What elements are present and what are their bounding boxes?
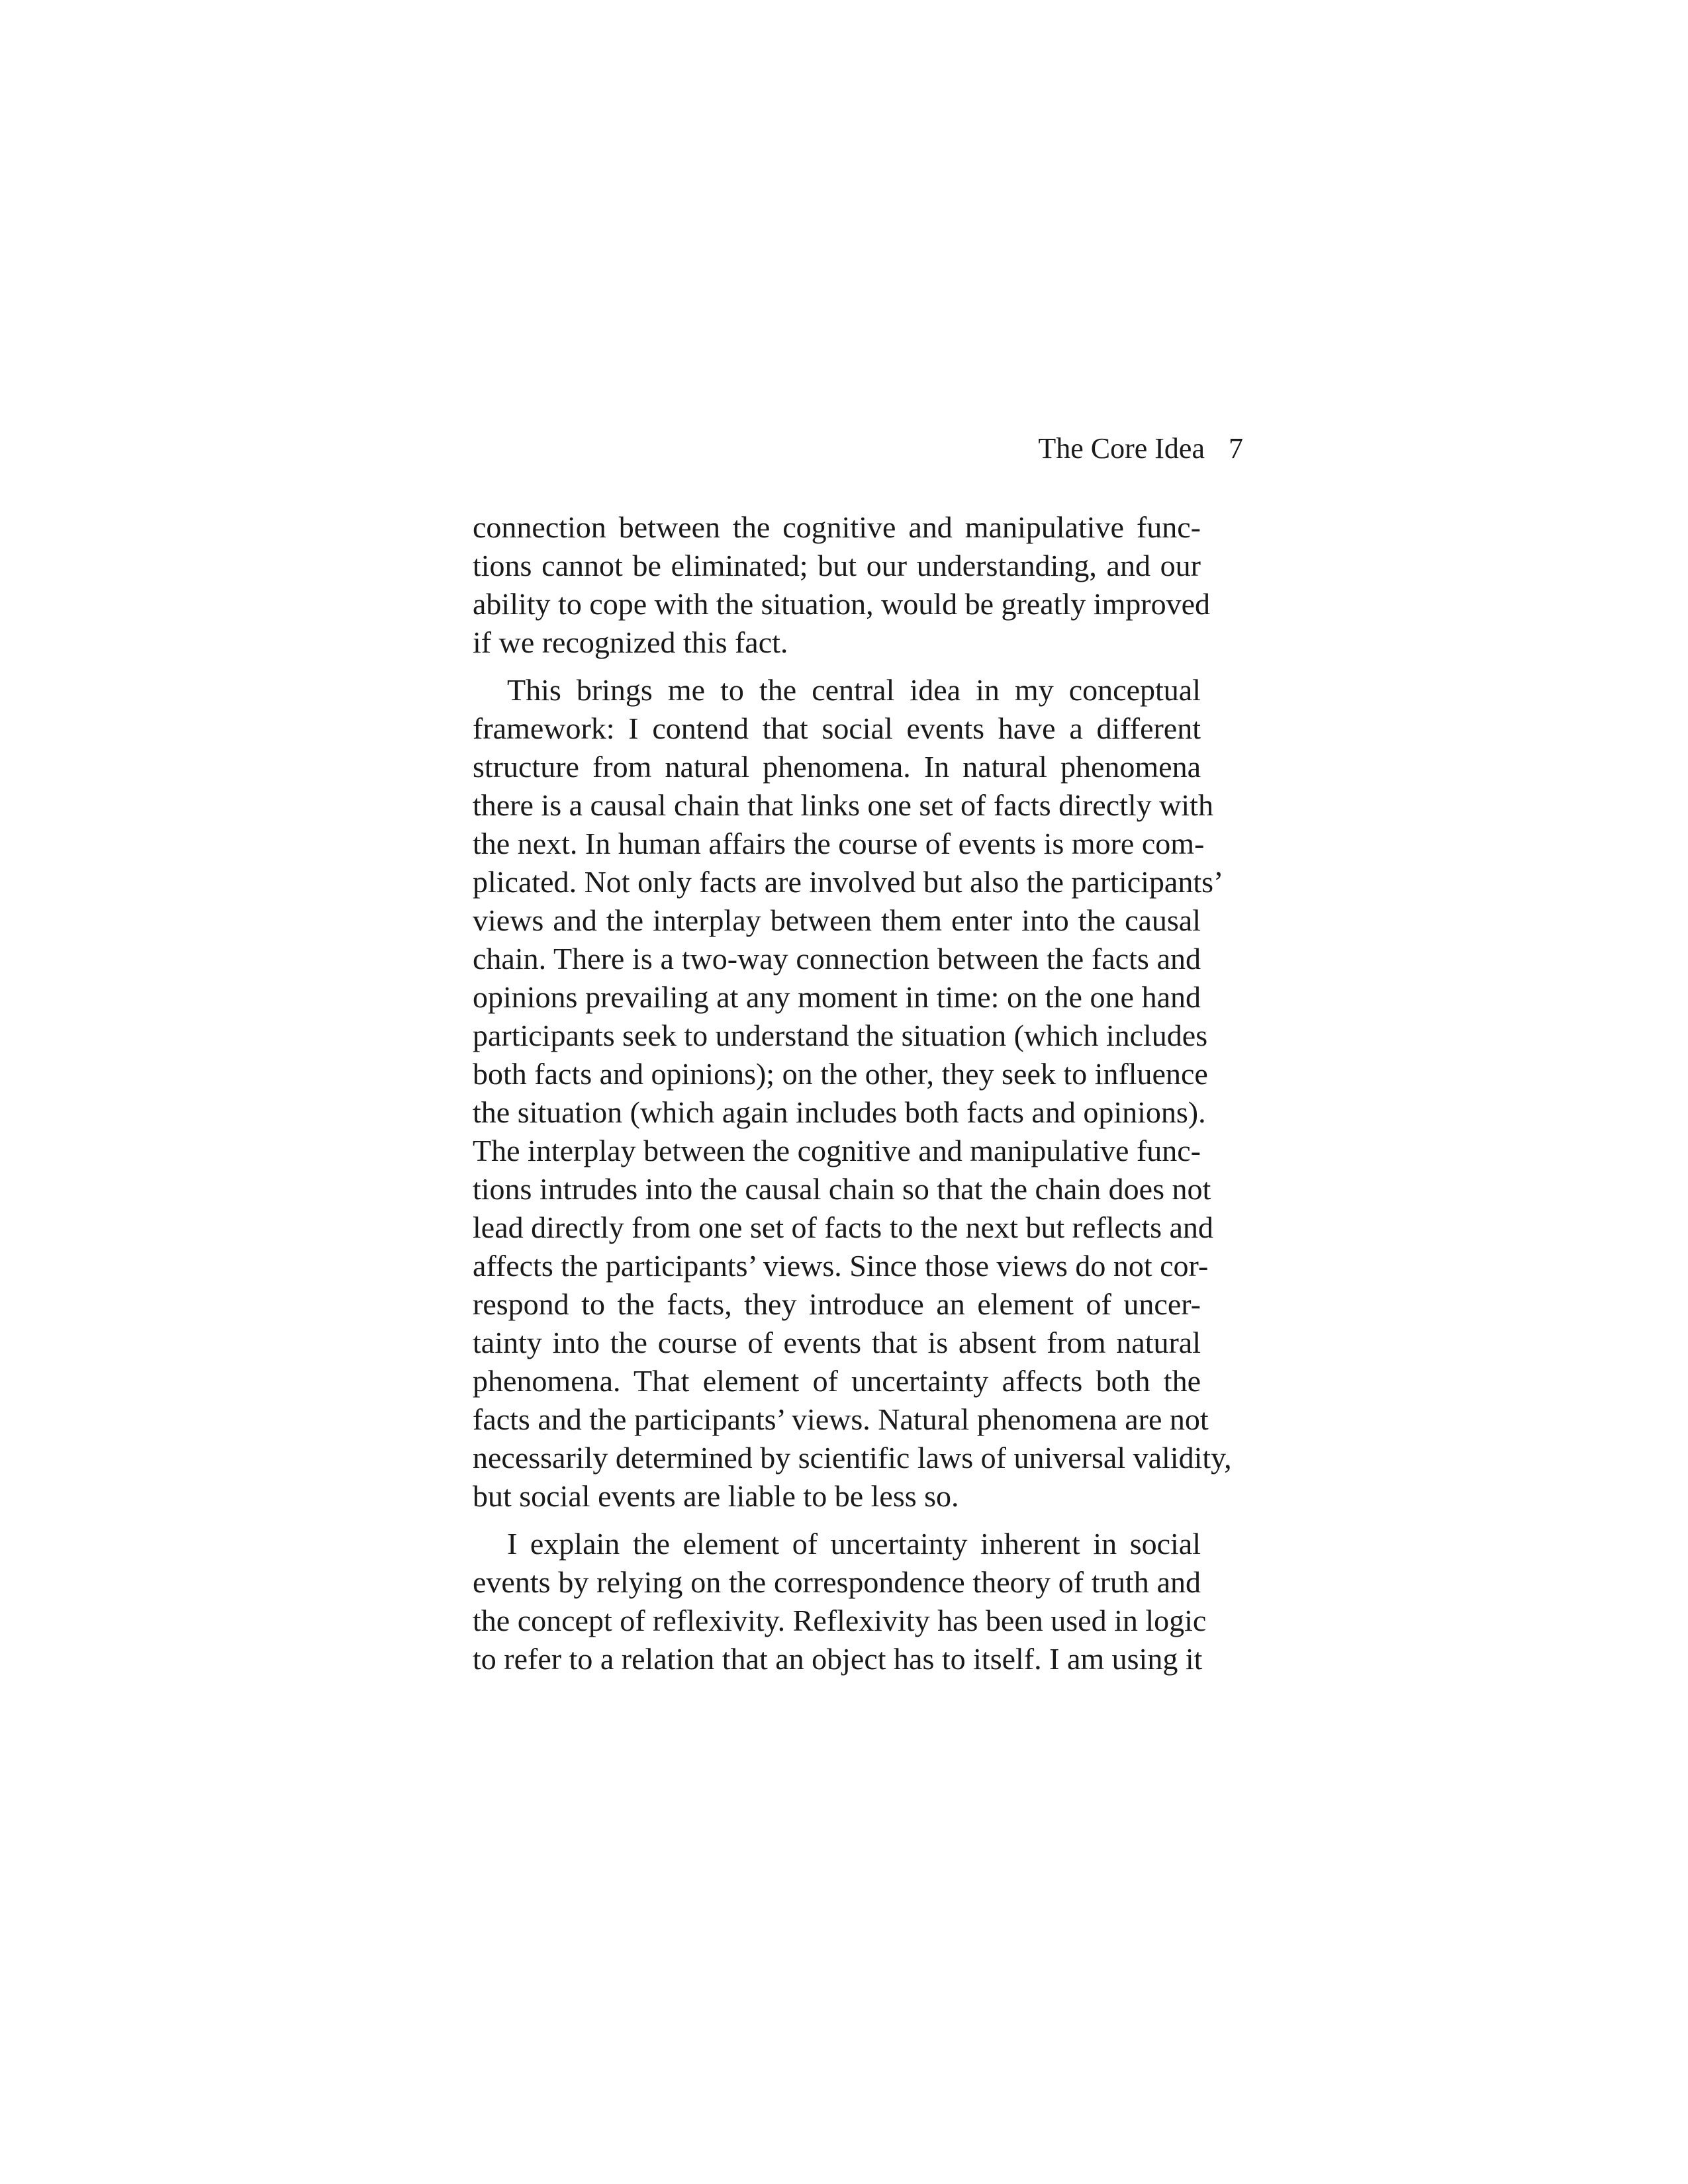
text-line: the situation (which again includes both facts and opinions). [473, 1095, 1206, 1129]
text-line: the next. In human affairs the course of events is more com- [473, 827, 1205, 860]
text-line: plicated. Not only facts are involved but also the participants’ [473, 865, 1224, 899]
text-line: structure from natural phenomena. In natural phenomena [473, 750, 1201, 784]
text-line: The interplay between the cognitive and manipulative func- [473, 1134, 1201, 1167]
text-line: tions intrudes into the causal chain so that the chain does not [473, 1172, 1211, 1206]
text-line: phenomena. That element of uncertainty affects both the [473, 1364, 1201, 1398]
running-head [473, 429, 1244, 469]
page-number: 7 [1229, 432, 1243, 465]
text-line: views and the interplay between them enter into the causal [473, 903, 1201, 937]
text-line: participants seek to understand the situation (which includes [473, 1019, 1208, 1052]
text-line: connection between the cognitive and manipulative func- [473, 510, 1201, 544]
text-line: if we recognized this fact. [473, 625, 788, 659]
text-line: chain. There is a two-way connection between the facts and [473, 942, 1201, 976]
text-line: tions cannot be eliminated; but our understanding, and our [473, 549, 1201, 582]
paragraph-2 [473, 671, 1232, 1516]
text-line: facts and the participants’ views. Natural phenomena are not [473, 1402, 1209, 1436]
text-line: ability to cope with the situation, would be greatly improved [473, 587, 1210, 621]
paragraph-1 [473, 508, 1210, 662]
text-line: there is a causal chain that links one set of facts directly with [473, 788, 1213, 822]
text-line: events by relying on the correspondence theory of truth and [473, 1565, 1201, 1599]
text-line: but social events are liable to be less so. [473, 1479, 959, 1513]
text-line: both facts and opinions); on the other, they seek to influence [473, 1057, 1208, 1091]
text-line: the concept of reflexivity. Reflexivity has been used in logic [473, 1604, 1207, 1637]
running-head-title: The Core Idea [1038, 432, 1205, 465]
text-line: framework: I contend that social events have a different [473, 711, 1201, 745]
text-line: respond to the facts, they introduce an element of uncer- [473, 1287, 1201, 1321]
text-line: lead directly from one set of facts to the next but reflects and [473, 1210, 1213, 1244]
text-line: opinions prevailing at any moment in time: on the one hand [473, 980, 1201, 1014]
text-line: to refer to a relation that an object has to itself. I am using it [473, 1642, 1203, 1676]
text-line: I explain the element of uncertainty inherent in social [507, 1527, 1201, 1561]
text-line: tainty into the course of events that is absent from natural [473, 1326, 1201, 1359]
body-text [473, 508, 1232, 1678]
text-line: This brings me to the central idea in my conceptual [507, 673, 1201, 707]
paragraph-3 [473, 1525, 1207, 1678]
text-line: affects the participants’ views. Since those views do not cor- [473, 1249, 1209, 1283]
text-line: necessarily determined by scientific laws of universal validity, [473, 1441, 1232, 1475]
